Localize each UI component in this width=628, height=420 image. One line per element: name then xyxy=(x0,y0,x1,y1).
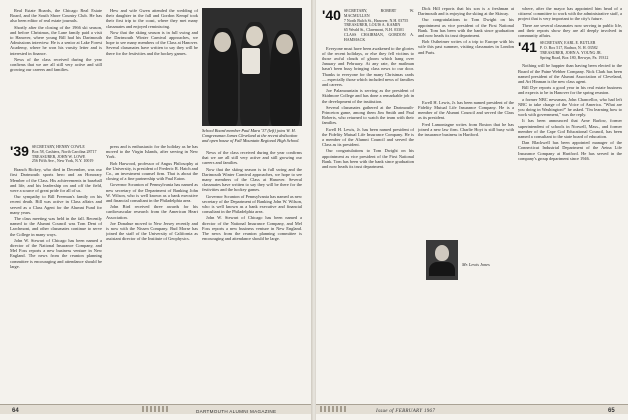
paragraph: John W. Stewart of Chicago has been named a director of the National Insurance Company, and Mel Foss reports a new business venture in New England. The news from the reunion planning committee is encouraging and attendance should be large. xyxy=(202,215,302,242)
right-page-number: 65 xyxy=(608,408,615,414)
right-footer-bar xyxy=(316,404,628,414)
left-col1-top xyxy=(10,8,102,141)
paragraph: Bill Dye reports a good year in his real estate business and expects to be in Hanover for the spring reunion. xyxy=(518,85,622,96)
paragraph: Bob Ostheimer writes of a trip to Europe with his wife this past summer, visiting classmates in London and Paris. xyxy=(418,39,514,55)
left-col3-bottom xyxy=(202,150,302,400)
left-col1-bottom xyxy=(10,142,102,400)
class-secretary xyxy=(540,41,608,60)
paragraph: press and is enthusiastic for the holiday as he has moved to the Virgin Islands, after serving in New York. xyxy=(106,144,198,160)
paragraph: News of the class received during the year confirms that we are all still very active and still growing our careers and families. xyxy=(202,150,302,166)
class-heading-40 xyxy=(322,9,414,43)
paragraph: Fred Lamontagne writes from Boston that he has joined a new law firm. Charlie Hoyt is still busy with the insurance business in Hartford. xyxy=(418,121,514,138)
paragraph: There are several classmates now serving in public life, and their reports show they are all deeply involved in community affairs. xyxy=(518,22,622,39)
paragraph: Joe Palamountain is serving as the president of Skidmore College and has done a remarkable job in the development of the institution. xyxy=(322,88,414,104)
right-col2 xyxy=(418,6,514,400)
paragraph: Governor Scranton of Pennsylvania has named as new secretary of the Department of Banking John W. Wilson, who is well known as a bank executive and financial consultant in the Philadelphia area. xyxy=(106,182,198,204)
treasurer-address: 65 Weald St., Claremont, N.H. 03301 xyxy=(343,27,404,33)
paragraph: The class meeting was held in the fall. Recently named to the Alumni Council was Tom Dent of Larchmont, and other classmates continue to serve the College in many ways. xyxy=(10,216,102,237)
paragraph: a former NBC newsman, John Chancellor, who had left NBC to take charge of the Voice of America. "What are you doing in Washington?" he asked. "I'm learning how to work with government," was the reply. xyxy=(518,96,622,118)
portrait-photo xyxy=(426,240,458,280)
paragraph: Our congratulations to Tom Dwight on his appointment as vice president of the First National Bank. Tom has been with the bank since graduation and now heads its trust department. xyxy=(322,148,414,170)
left-col2-bottom xyxy=(106,144,198,400)
left-col2-top xyxy=(106,8,198,141)
class-year-number: '40 xyxy=(322,7,341,23)
paragraph: Joe Donahue moved to New Jersey recently and is now with the Nissen Company. Bud Morse has joined the staff of the University of California as assistant director of the Institute of Geophysics. xyxy=(106,220,198,242)
treasurer-name: TREASURER, JOHN A. YOUNG JR. xyxy=(539,49,602,55)
photo-caption: School Board member Paul Mara '37 (left) joins W. H. Congressman James Cleveland at the recent dedication and open house of Fall Mountain Regional High School. xyxy=(202,128,300,144)
group-photo xyxy=(202,8,302,126)
secretary-address: P. O. Box 517, Radnor, N. H. 03582 xyxy=(539,45,598,51)
ornament-icon xyxy=(142,406,168,412)
paragraph: News of the class received during the year confirms that we are all still very active and still growing our careers and families. xyxy=(10,56,102,73)
right-col1 xyxy=(322,6,414,400)
class-heading-39 xyxy=(10,145,102,164)
paragraph: Shortly after the closing of the 1966 ski season, and before Christmas, the Lane family paid a visit to Hanover, where young Bill had his Dartmouth Admissions interview. He is a senior at Lake Forest Academy, where he won his varsity letter and is interested in finance. xyxy=(10,24,102,56)
paragraph: Our sympathy to Bill Freeman's family on his recent death. Bill was active in Class affairs and served as a Class Agent for the Alumni Fund for many years. xyxy=(10,194,102,215)
issue-date: Issue of FEBRUARY 1967 xyxy=(376,409,436,414)
secretary-name: SECRETARY, ROBERT W. MACMULLEN xyxy=(343,8,414,18)
paragraph: Ewell H. Lewis, Jr. has been named president of the Fidelity Mutual Life Insurance Company. He is a member of the Alumni Council and served the Class as its president. xyxy=(322,126,414,148)
paragraph: Branch Rickey, who died in December, was our first Dartmouth sports hero and an Honorary Member of the Class. His achievements in baseball and life, and his leadership on and off the field, were a source of great pride for all of us. xyxy=(10,167,102,193)
ornament-icon xyxy=(320,406,346,412)
secretary-name: SECRETARY, EARL E. BUTLER xyxy=(539,40,596,46)
paragraph: Hew and wife Gwen attended the wedding of their daughter in the fall and Gordon Kempf took their first trip to the coast, where they met many classmates and enjoyed reminiscing. xyxy=(106,8,198,29)
paragraph: Our congratulations to Tom Dwight on his appointment as vice president of the First National Bank. Tom has been with the bank since graduation and now heads its trust department. xyxy=(418,17,514,39)
magazine-title: DARTMOUTH ALUMNI MAGAZINE xyxy=(196,409,277,414)
class-secretary xyxy=(32,145,97,164)
treasurer-name: TREASURER, LOUIS A. KAMIN xyxy=(343,22,401,28)
portrait-caption: Mr. Lewis Jones xyxy=(462,262,490,267)
class-chairman: CLASS CHAIRMAN, GORDON A. HAMMACK xyxy=(343,31,414,42)
secretary-name: SECRETARY, HENRY COWLE xyxy=(31,144,85,149)
secretary-address: 7 North Balch St., Hanover, N.H. 03755 xyxy=(343,17,409,23)
paragraph: Ewell H. Lewis, Jr. has been named president of the Fidelity Mutual Life Insurance Company. He is a member of the Alumni Council and served the Class as its president. xyxy=(418,99,514,121)
paragraph: Governor Scranton of Pennsylvania has named as new secretary of the Department of Banking John W. Wilson, who is well known as a bank executive and financial consultant in the Philadelphia area. xyxy=(202,193,302,215)
paragraph: John W. Stewart of Chicago has been named a director of the National Insurance Company, and Mel Foss reports a new business venture in New England. The news from the reunion planning committee is encouraging and attendance should be large. xyxy=(10,237,102,269)
paragraph: Bob Harwood, professor of Angus Philosophy at the University, is president of Frederic R. Hatch and Co., an investment counsel firm. That is about the closing of a fine partnership with Paul Eaton. xyxy=(106,160,198,182)
paragraph: Real Estate Boards, the Chicago Real Estate Board, and the South Shore Country Club. He has also been editor of real estate journals. xyxy=(10,8,102,24)
paragraph: Nothing will be happier than having been elected to the Board of the Paine Webber Company. Nick Clark has been named president of the Alumni Association of Cleveland, and Art Hinman is the new class agent. xyxy=(518,63,622,85)
paragraph: John Bird received three awards for his cardiovascular research from the American Heart Association. xyxy=(106,204,198,220)
class-year-number: '39 xyxy=(10,143,29,159)
class-year-number: '41 xyxy=(518,39,537,56)
paragraph: Dick Hill reports that his son is a freshman at Dartmouth and is enjoying the skiing at the Skiway. xyxy=(418,6,514,17)
paragraph: where, after the mayor has appointed him head of a citizens' committee to work with the administrative staff, a project that is very important to the city's future. xyxy=(518,6,622,22)
paragraph: Everyone must have been awakened to the glories of the recent holidays, or else they fell victims to those awful clouds of gloom which hang over January and February. At any rate, the mailman hasn't been busy bringing class news to our door. Thanks to everyone for the many Christmas cards — especially those which included news of families and careers. xyxy=(322,45,414,87)
treasurer-address: Spring Road, Box 180, Berwyn, Pa. 19312 xyxy=(539,54,609,60)
left-page xyxy=(0,0,312,420)
paragraph: Dan Blackwell has been appointed manager of the Connecticut Industrial Department of the Aetna Life Insurance Company at Hartford. He has served in the company's group department since 1946. xyxy=(518,140,622,161)
class-heading-41 xyxy=(518,41,622,60)
class-secretary xyxy=(344,9,414,43)
paragraph: Now that the skiing season is in full swing and the Dartmouth Winter Carnival approaches, we hope to see many members of the Class at Hanover. Several classmates have written to say they will be there for the festivities and the hockey games. xyxy=(202,166,302,193)
right-page xyxy=(316,0,628,420)
paragraph: Several classmates gathered at the Dartmouth-Princeton game, among them Jim Smith and Paul Roberts, who returned to watch the team with their families. xyxy=(322,104,414,126)
paragraph: Now that the skiing season is in full swing and the Dartmouth Winter Carnival approaches, we hope to see many members of the Class at Hanover. Several classmates have written to say they will be there for the festivities and the hockey games. xyxy=(106,29,198,56)
treasurer-address: 256 Fifth Ave., New York, N.Y. 10019 xyxy=(31,158,94,164)
secretary-address: Box 58, Cashiers, North Carolina 28717 xyxy=(31,148,97,154)
treasurer-name: TREASURER, JOHN W. LOWE xyxy=(31,153,86,159)
right-col3 xyxy=(518,6,622,400)
left-page-number: 64 xyxy=(12,408,19,414)
paragraph: It has been announced that Arne Barlow, former superintendent of schools in Norwell, Mass., and former member of the Cape Cod Educational Council, has been named a consultant to the state board of education. xyxy=(518,118,622,140)
